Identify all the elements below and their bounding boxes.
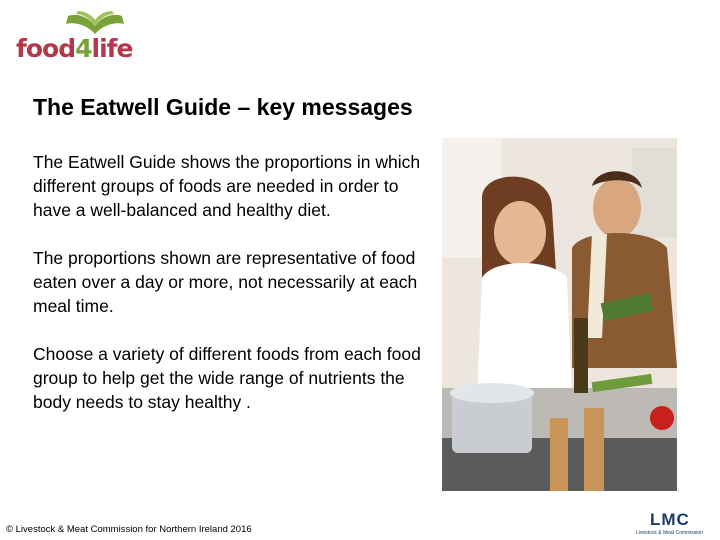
lmc-subtitle: Livestock & Meat Commission [636,530,703,536]
body-text [33,150,428,438]
kitchen-scene-illustration [442,138,677,491]
open-book-icon [64,10,126,36]
logo-number: 4 [75,34,92,63]
page-title: The Eatwell Guide – key messages [33,94,413,120]
paragraph-proportions: The Eatwell Guide shows the proportions in which different groups of foods are needed in order to have a well-balanced and healthy diet. [33,152,421,220]
lmc-letters: LMC [650,510,690,529]
logo-wordmark [16,34,133,63]
lmc-logo [636,510,718,538]
paragraph-representative: The proportions shown are representative of food eaten over a day or more, not necessarily at each meal time. [33,248,418,316]
logo-suffix: life [91,34,133,63]
food4life-logo [14,10,144,62]
logo-prefix: food [16,34,76,63]
paragraph-variety: Choose a variety of different foods from each food group to help get the wide range of nutrients the body needs to stay healthy . [33,344,421,412]
cooking-couple-photo [442,138,677,491]
copyright-footer: © Livestock & Meat Commission for Northern Ireland 2016 [6,524,252,535]
